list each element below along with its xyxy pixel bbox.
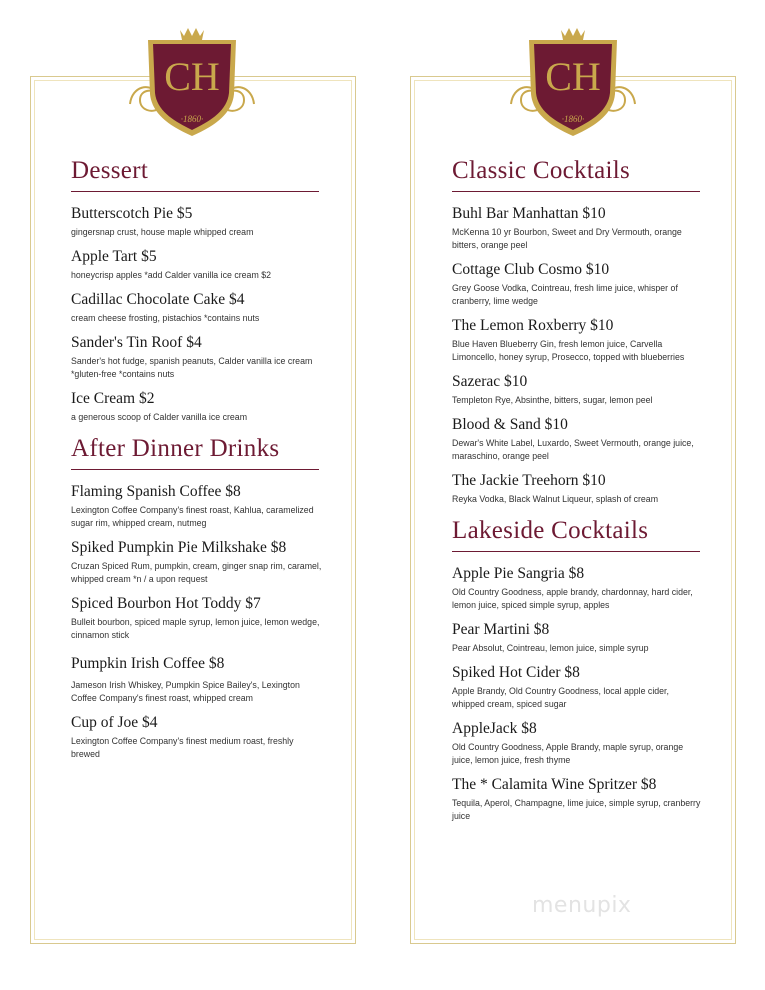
item-name: Cadillac Chocolate Cake $4 bbox=[71, 291, 245, 308]
item-description: Tequila, Aperol, Champagne, lime juice, simple syrup, cranberry juice bbox=[452, 798, 701, 821]
section-title-lakeside: Lakeside Cocktails bbox=[452, 516, 700, 552]
item-name: Apple Tart $5 bbox=[71, 248, 157, 265]
item-name: Pumpkin Irish Coffee $8 bbox=[71, 655, 225, 672]
item-description: Templeton Rye, Absinthe, bitters, sugar, lemon peel bbox=[452, 395, 653, 405]
menu-item bbox=[452, 620, 704, 655]
menu-column-right bbox=[452, 156, 704, 831]
item-description: Reyka Vodka, Black Walnut Liqueur, splash of cream bbox=[452, 494, 659, 504]
item-description: cream cheese frosting, pistachios *contains nuts bbox=[71, 313, 260, 323]
item-description: Old Country Goodness, apple brandy, chardonnay, hard cider, lemon juice, spiced simple syrup, apples bbox=[452, 587, 693, 610]
item-name: Cottage Club Cosmo $10 bbox=[452, 261, 610, 278]
item-name: Buhl Bar Manhattan $10 bbox=[452, 205, 606, 222]
menu-item bbox=[71, 290, 323, 325]
item-name: The Lemon Roxberry $10 bbox=[452, 317, 614, 334]
item-description: Lexington Coffee Company's finest roast, Kahlua, caramelized sugar rim, whipped cream, nutmeg bbox=[71, 505, 314, 528]
item-description: honeycrisp apples *add Calder vanilla ice cream $2 bbox=[71, 270, 271, 280]
menu-item bbox=[452, 564, 704, 612]
section-classic-cocktails bbox=[452, 156, 704, 506]
item-name: Sander's Tin Roof $4 bbox=[71, 334, 202, 351]
item-description: Old Country Goodness, Apple Brandy, maple syrup, orange juice, lemon juice, fresh thyme bbox=[452, 742, 684, 765]
section-title-dessert: Dessert bbox=[71, 156, 319, 192]
item-name: Cup of Joe $4 bbox=[71, 714, 158, 731]
item-name: Ice Cream $2 bbox=[71, 390, 155, 407]
menupix-watermark: menupix bbox=[532, 893, 632, 918]
monogram-c: CH bbox=[164, 54, 220, 99]
menu-item bbox=[452, 663, 704, 711]
item-description: Grey Goose Vodka, Cointreau, fresh lime juice, whisper of cranberry, lime wedge bbox=[452, 283, 678, 306]
item-description: Apple Brandy, Old Country Goodness, local apple cider, whipped cream, spiced sugar bbox=[452, 686, 669, 709]
item-name: The Jackie Treehorn $10 bbox=[452, 472, 606, 489]
menu-item bbox=[452, 260, 704, 308]
monogram: CH bbox=[545, 54, 601, 99]
crest-logo-left bbox=[122, 24, 262, 144]
menu-item bbox=[71, 247, 323, 282]
menu-item bbox=[452, 316, 704, 364]
crest-year: ·1860· bbox=[180, 114, 204, 124]
item-description: Bulleit bourbon, spiced maple syrup, lemon juice, lemon wedge, cinnamon stick bbox=[71, 617, 320, 640]
menu-item bbox=[71, 654, 323, 705]
item-description: Lexington Coffee Company's finest medium roast, freshly brewed bbox=[71, 736, 294, 759]
item-description: Dewar's White Label, Luxardo, Sweet Vermouth, orange juice, maraschino, orange peel bbox=[452, 438, 694, 461]
item-name: Flaming Spanish Coffee $8 bbox=[71, 483, 241, 500]
section-title-after-dinner: After Dinner Drinks bbox=[71, 434, 319, 470]
section-after-dinner-drinks bbox=[71, 434, 323, 761]
crest-logo-right bbox=[503, 24, 643, 144]
item-name: Spiced Bourbon Hot Toddy $7 bbox=[71, 595, 261, 612]
item-description: gingersnap crust, house maple whipped cream bbox=[71, 227, 254, 237]
menu-item bbox=[71, 333, 323, 381]
item-description: Cruzan Spiced Rum, pumpkin, cream, ginger snap rim, caramel, whipped cream *n / a upon request bbox=[71, 561, 322, 584]
menu-item bbox=[71, 204, 323, 239]
menu-item bbox=[452, 775, 704, 823]
menu-item bbox=[452, 372, 704, 407]
item-name: Spiked Pumpkin Pie Milkshake $8 bbox=[71, 539, 287, 556]
menu-column-left bbox=[71, 156, 323, 769]
item-name: Blood & Sand $10 bbox=[452, 416, 568, 433]
item-description: McKenna 10 yr Bourbon, Sweet and Dry Vermouth, orange bitters, orange peel bbox=[452, 227, 682, 250]
section-title-classic: Classic Cocktails bbox=[452, 156, 700, 192]
item-name: Pear Martini $8 bbox=[452, 621, 550, 638]
item-name: AppleJack $8 bbox=[452, 720, 537, 737]
item-description: a generous scoop of Calder vanilla ice cream bbox=[71, 412, 248, 422]
item-description: Sander's hot fudge, spanish peanuts, Calder vanilla ice cream *gluten-free *contains nuts bbox=[71, 356, 313, 379]
menu-item bbox=[71, 594, 323, 642]
menu-item bbox=[71, 538, 323, 586]
item-name: Butterscotch Pie $5 bbox=[71, 205, 193, 222]
item-description: Blue Haven Blueberry Gin, fresh lemon juice, Carvella Limoncello, honey syrup, Prosecco, topped with blueberries bbox=[452, 339, 685, 362]
item-description: Jameson Irish Whiskey, Pumpkin Spice Bailey's, Lexington Coffee Company's finest roast, whipped cream bbox=[71, 680, 300, 703]
menu-item bbox=[71, 482, 323, 530]
item-name: Sazerac $10 bbox=[452, 373, 528, 390]
menu-item bbox=[452, 471, 704, 506]
item-name: Apple Pie Sangria $8 bbox=[452, 565, 585, 582]
menu-item bbox=[71, 713, 323, 761]
menu-item bbox=[452, 719, 704, 767]
item-name: The * Calamita Wine Spritzer $8 bbox=[452, 776, 657, 793]
menu-item bbox=[71, 389, 323, 424]
item-description: Pear Absolut, Cointreau, lemon juice, simple syrup bbox=[452, 643, 649, 653]
crest-year: ·1860· bbox=[561, 114, 585, 124]
section-lakeside-cocktails bbox=[452, 516, 704, 823]
menu-item bbox=[452, 415, 704, 463]
item-name: Spiked Hot Cider $8 bbox=[452, 664, 580, 681]
section-dessert bbox=[71, 156, 323, 424]
menu-item bbox=[452, 204, 704, 252]
